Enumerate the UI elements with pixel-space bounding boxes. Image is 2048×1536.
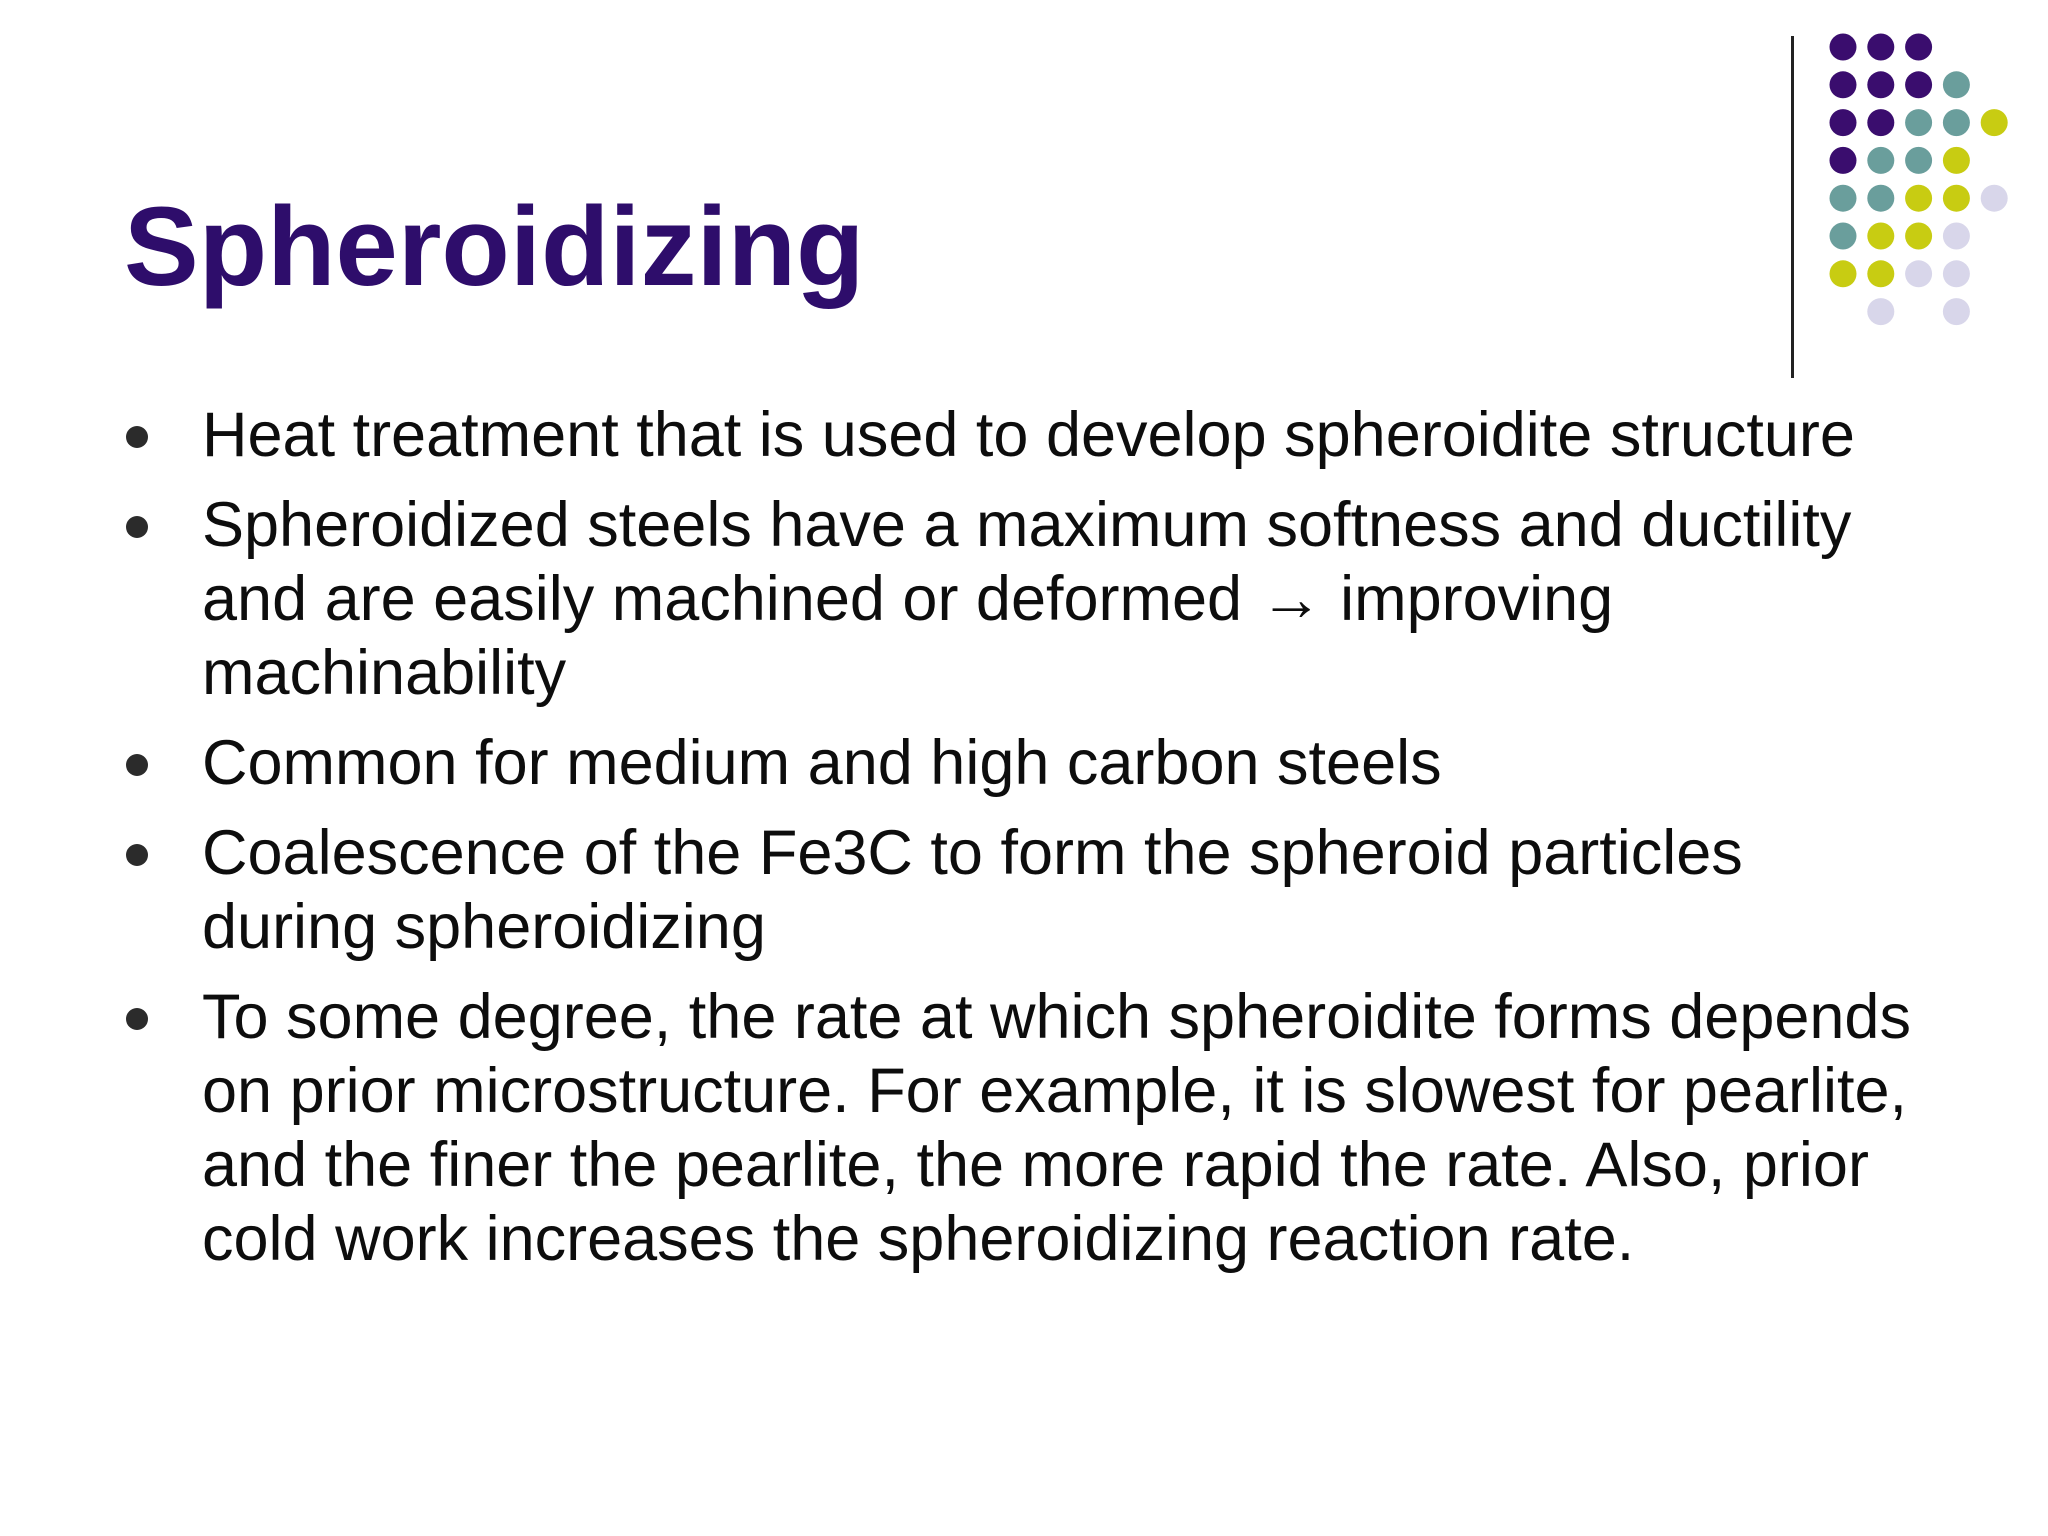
- decorative-dot: [1905, 109, 1932, 136]
- decorative-dot: [1867, 298, 1894, 325]
- decorative-dot: [1943, 260, 1970, 287]
- bullet-item: [124, 816, 1924, 964]
- decorative-dot: [1867, 71, 1894, 98]
- bullet-list: [124, 398, 1924, 1292]
- slide-title: Spheroidizing: [124, 184, 865, 309]
- decorative-dot: [1905, 71, 1932, 98]
- bullet-text: Spheroidized steels have a maximum softness and ductility and are easily machined or deformed → improving machinability: [202, 490, 1852, 708]
- decorative-dot: [1943, 147, 1970, 174]
- decorative-dot: [1830, 260, 1857, 287]
- decorative-dot: [1867, 223, 1894, 250]
- decorative-dot: [1981, 109, 2008, 136]
- decorative-dot: [1867, 260, 1894, 287]
- bullet-marker: [126, 754, 148, 776]
- decorative-dot: [1830, 185, 1857, 212]
- decorative-dot: [1943, 298, 1970, 325]
- decorative-dot: [1943, 185, 1970, 212]
- decorative-dot: [1867, 34, 1894, 61]
- bullet-item: [124, 488, 1924, 710]
- decorative-dot: [1830, 109, 1857, 136]
- bullet-marker: [126, 426, 148, 448]
- decorative-dot: [1830, 71, 1857, 98]
- bullet-text: Heat treatment that is used to develop spheroidite structure: [202, 400, 1855, 470]
- decorative-dot: [1905, 34, 1932, 61]
- decorative-dot-grid: [0, 0, 2048, 400]
- decorative-dot: [1867, 185, 1894, 212]
- decorative-dot: [1830, 223, 1857, 250]
- decorative-dot: [1867, 109, 1894, 136]
- decorative-dot: [1830, 147, 1857, 174]
- decorative-dot: [1867, 147, 1894, 174]
- bullet-marker: [126, 516, 148, 538]
- decorative-dot: [1981, 185, 2008, 212]
- bullet-item: [124, 398, 1924, 472]
- bullet-item: [124, 980, 1924, 1276]
- decorative-dot: [1943, 223, 1970, 250]
- bullet-text: Common for medium and high carbon steels: [202, 728, 1442, 798]
- decorative-dot: [1943, 71, 1970, 98]
- bullet-marker: [126, 844, 148, 866]
- bullet-marker: [126, 1008, 148, 1030]
- decorative-dot: [1830, 34, 1857, 61]
- decorative-dot: [1905, 223, 1932, 250]
- decorative-dot: [1905, 185, 1932, 212]
- bullet-text: To some degree, the rate at which spheroidite forms depends on prior microstructure. For example, it is slowest for pearlite, and the finer the pearlite, the more rapid the rate. Also, prior cold work increases the spheroidizing reaction rate.: [202, 982, 1911, 1274]
- decorative-dot: [1905, 260, 1932, 287]
- decorative-dot: [1943, 109, 1970, 136]
- bullet-item: [124, 726, 1924, 800]
- decorative-dot: [1905, 147, 1932, 174]
- bullet-text: Coalescence of the Fe3C to form the spheroid particles during spheroidizing: [202, 818, 1743, 962]
